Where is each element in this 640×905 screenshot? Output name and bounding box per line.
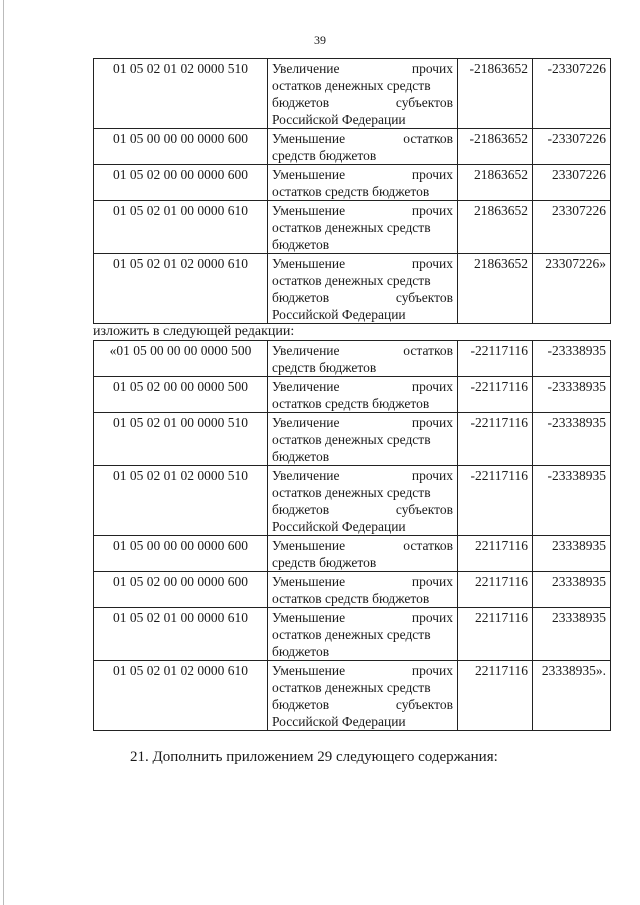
amount-year2-cell: 23307226 [533, 201, 611, 254]
description-line: остатков средств бюджетов [272, 184, 430, 199]
table-row [94, 129, 611, 165]
amount-year1-cell: 21863652 [458, 201, 533, 254]
description-cell [268, 341, 458, 377]
budget-code-cell: «01 05 00 00 00 0000 500 [94, 341, 268, 377]
description-line: остатков денежных средств [272, 485, 431, 500]
amount-year2-cell: 23338935 [533, 536, 611, 572]
description-line: средств бюджетов [272, 148, 377, 163]
amount-year1-cell: -22117116 [458, 341, 533, 377]
description-line: остатков денежных средств [272, 220, 431, 235]
table-row [94, 572, 611, 608]
budget-code-cell: 01 05 00 00 00 0000 600 [94, 129, 268, 165]
amount-year1-cell: 21863652 [458, 165, 533, 201]
budget-code-cell: 01 05 02 01 00 0000 610 [94, 608, 268, 661]
description-line: средств бюджетов [272, 360, 377, 375]
budget-table-after [93, 340, 611, 731]
description-line: бюджетов субъектов [272, 95, 453, 110]
description-line: остатков денежных средств [272, 680, 431, 695]
description-line: бюджетов субъектов [272, 502, 453, 517]
amount-year2-cell: 23338935 [533, 572, 611, 608]
amount-year2-cell: 23307226 [533, 165, 611, 201]
budget-code-cell: 01 05 02 00 00 0000 500 [94, 377, 268, 413]
description-line: Увеличение прочих [272, 415, 453, 430]
description-line: остатков средств бюджетов [272, 396, 430, 411]
description-line: Уменьшение прочих [272, 663, 453, 678]
amount-year1-cell: 22117116 [458, 661, 533, 731]
description-cell [268, 536, 458, 572]
description-cell [268, 608, 458, 661]
description-line: остатков средств бюджетов [272, 591, 430, 606]
description-line: Увеличение прочих [272, 61, 453, 76]
description-line: остатков денежных средств [272, 432, 431, 447]
amount-year2-cell: 23338935». [533, 661, 611, 731]
description-line: бюджетов [272, 237, 330, 252]
description-line: Уменьшение прочих [272, 203, 453, 218]
amount-year1-cell: 22117116 [458, 536, 533, 572]
amount-year1-cell: 22117116 [458, 608, 533, 661]
description-cell [268, 377, 458, 413]
table-row [94, 59, 611, 129]
amount-year2-cell: -23338935 [533, 466, 611, 536]
description-cell [268, 59, 458, 129]
description-line: Уменьшение остатков [272, 131, 453, 146]
table-row [94, 254, 611, 324]
amount-year2-cell: 23307226» [533, 254, 611, 324]
table-body [94, 59, 611, 324]
amount-year2-cell: -23338935 [533, 341, 611, 377]
table-row [94, 165, 611, 201]
budget-code-cell: 01 05 02 01 02 0000 610 [94, 661, 268, 731]
description-cell [268, 129, 458, 165]
paragraph-21: 21. Дополнить приложением 29 следующего содержания: [130, 749, 498, 765]
table-row [94, 341, 611, 377]
table-row [94, 661, 611, 731]
amount-year1-cell: -21863652 [458, 59, 533, 129]
page-number: 39 [314, 33, 326, 47]
budget-code-cell: 01 05 00 00 00 0000 600 [94, 536, 268, 572]
description-line: Российской Федерации [272, 519, 406, 534]
amount-year2-cell: -23338935 [533, 413, 611, 466]
budget-table-before [93, 58, 611, 324]
intro-text: изложить в следующей редакции: [93, 324, 295, 339]
description-line: Уменьшение остатков [272, 538, 453, 553]
amount-year1-cell: -22117116 [458, 377, 533, 413]
description-cell [268, 572, 458, 608]
description-line: Уменьшение прочих [272, 256, 453, 271]
description-line: Уменьшение прочих [272, 574, 453, 589]
scan-margin-line [3, 0, 4, 905]
budget-code-cell: 01 05 02 00 00 0000 600 [94, 572, 268, 608]
description-cell [268, 413, 458, 466]
description-line: бюджетов [272, 449, 330, 464]
description-line: Увеличение остатков [272, 343, 453, 358]
description-line: бюджетов субъектов [272, 697, 453, 712]
description-line: бюджетов субъектов [272, 290, 453, 305]
description-line: Российской Федерации [272, 307, 406, 322]
description-cell [268, 254, 458, 324]
description-line: Российской Федерации [272, 112, 406, 127]
description-line: Российской Федерации [272, 714, 406, 729]
description-line: остатков денежных средств [272, 627, 431, 642]
description-line: Увеличение прочих [272, 379, 453, 394]
amount-year2-cell: -23307226 [533, 129, 611, 165]
table-row [94, 466, 611, 536]
budget-code-cell: 01 05 02 00 00 0000 600 [94, 165, 268, 201]
budget-code-cell: 01 05 02 01 02 0000 510 [94, 59, 268, 129]
budget-code-cell: 01 05 02 01 02 0000 510 [94, 466, 268, 536]
table-row [94, 201, 611, 254]
table-body [94, 341, 611, 731]
budget-code-cell: 01 05 02 01 00 0000 510 [94, 413, 268, 466]
description-cell [268, 661, 458, 731]
amount-year1-cell: 22117116 [458, 572, 533, 608]
description-cell [268, 466, 458, 536]
amount-year2-cell: 23338935 [533, 608, 611, 661]
description-cell [268, 165, 458, 201]
table-row [94, 413, 611, 466]
amount-year2-cell: -23338935 [533, 377, 611, 413]
amount-year1-cell: -21863652 [458, 129, 533, 165]
description-line: Уменьшение прочих [272, 167, 453, 182]
description-line: Увеличение прочих [272, 468, 453, 483]
description-line: остатков денежных средств [272, 273, 431, 288]
description-cell [268, 201, 458, 254]
description-line: средств бюджетов [272, 555, 377, 570]
amount-year1-cell: -22117116 [458, 466, 533, 536]
table-row [94, 377, 611, 413]
budget-code-cell: 01 05 02 01 02 0000 610 [94, 254, 268, 324]
description-line: Уменьшение прочих [272, 610, 453, 625]
table-row [94, 608, 611, 661]
amount-year1-cell: 21863652 [458, 254, 533, 324]
amount-year1-cell: -22117116 [458, 413, 533, 466]
amount-year2-cell: -23307226 [533, 59, 611, 129]
table-row [94, 536, 611, 572]
description-line: остатков денежных средств [272, 78, 431, 93]
description-line: бюджетов [272, 644, 330, 659]
budget-code-cell: 01 05 02 01 00 0000 610 [94, 201, 268, 254]
